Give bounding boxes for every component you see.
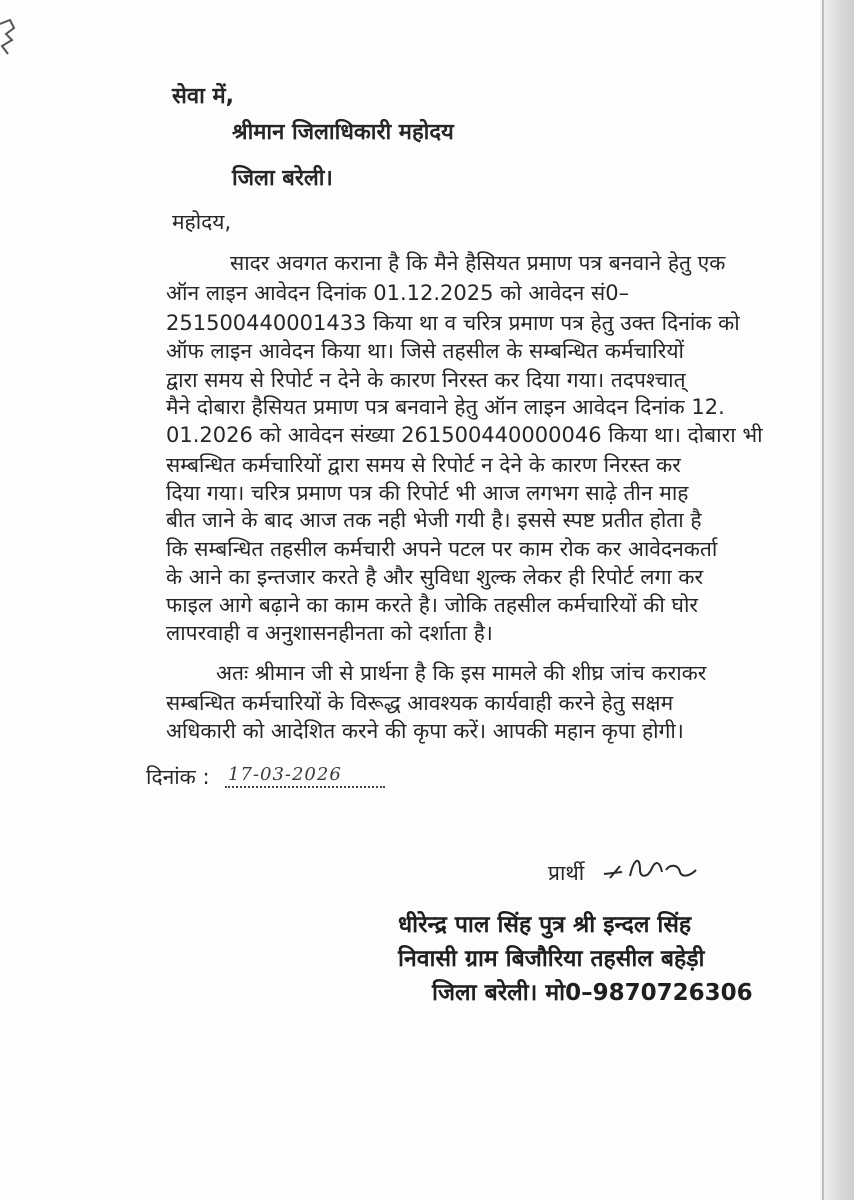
body-line: मैने दोबारा हैसियत प्रमाण पत्र बनवाने हेतु ऑन लाइन आवेदन दिनांक 12. [166, 395, 725, 419]
sender-address-line: निवासी ग्राम बिजौरिया तहसील बहेड़ी [398, 946, 705, 972]
page-edge-line [822, 0, 824, 1200]
date-dotted-line [225, 786, 385, 788]
body-line: बीत जाने के बाद आज तक नही भेजी गयी है। इससे स्पष्ट प्रतीत होता है [166, 508, 702, 532]
body-line: लापरवाही व अनुशासनहीनता को दर्शाता है। [166, 621, 493, 645]
body-line: 01.2026 को आवेदन संख्या 261500440000046 किया था। दोबारा भी [166, 423, 763, 447]
body-line: सादर अवगत कराना है कि मैने हैसियत प्रमाण पत्र बनवाने हेतु एक [230, 251, 726, 275]
request-line: अतः श्रीमान जी से प्रार्थना है कि इस मामले की शीघ्र जांच कराकर [216, 661, 707, 685]
applicant-signature [600, 848, 710, 888]
recipient-title: श्रीमान जिलाधिकारी महोदय [232, 120, 454, 145]
request-line: अधिकारी को आदेशित करने की कृपा करें। आपकी महान कृपा होगी। [166, 719, 684, 743]
body-line: ऑफ लाइन आवेदन किया था। जिसे तहसील के सम्बन्धित कर्मचारियों [166, 339, 684, 363]
date-label: दिनांक : [146, 765, 210, 789]
request-line: सम्बन्धित कर्मचारियों के विरूद्ध आवश्यक कार्यवाही करने हेतु सक्षम [166, 691, 674, 715]
body-line: द्वारा समय से रिपोर्ट न देने के कारण निरस्त कर दिया गया। तदपश्चात् [166, 368, 686, 392]
applicant-label: प्रार्थी [548, 861, 585, 885]
recipient-district: जिला बरेली। [232, 166, 333, 191]
body-line: फाइल आगे बढ़ाने का काम करते है। जोकि तहसील कर्मचारियों की घोर [166, 593, 698, 617]
body-line: ऑन लाइन आवेदन दिनांक 01.12.2025 को आवेदन सं0– [166, 281, 630, 305]
sender-contact-line: जिला बरेली। मो0–9870726306 [432, 980, 753, 1006]
page-edge-shadow [820, 0, 854, 1200]
sender-name-line: धीरेन्द्र पाल सिंह पुत्र श्री इन्दल सिंह [398, 912, 692, 938]
salutation-to: सेवा में, [172, 84, 234, 109]
body-line: दिया गया। चरित्र प्रमाण पत्र की रिपोर्ट भी आज लगभग साढ़े तीन माह [166, 481, 689, 505]
date-value: 17-03-2026 [228, 764, 342, 785]
body-line: कि सम्बन्धित तहसील कर्मचारी अपने पटल पर काम रोक कर आवेदनकर्ता [166, 537, 718, 561]
body-line: 251500440001433 किया था व चरित्र प्रमाण पत्र हेतु उक्त दिनांक को [166, 311, 740, 335]
greeting: महोदय, [172, 210, 232, 234]
body-line: के आने का इन्तजार करते है और सुविधा शुल्क लेकर ही रिपोर्ट लगा कर [166, 565, 704, 589]
corner-scratch-mark [0, 18, 30, 56]
body-line: सम्बन्धित कर्मचारियों द्वारा समय से रिपोर्ट न देने के कारण निरस्त कर [166, 453, 681, 477]
